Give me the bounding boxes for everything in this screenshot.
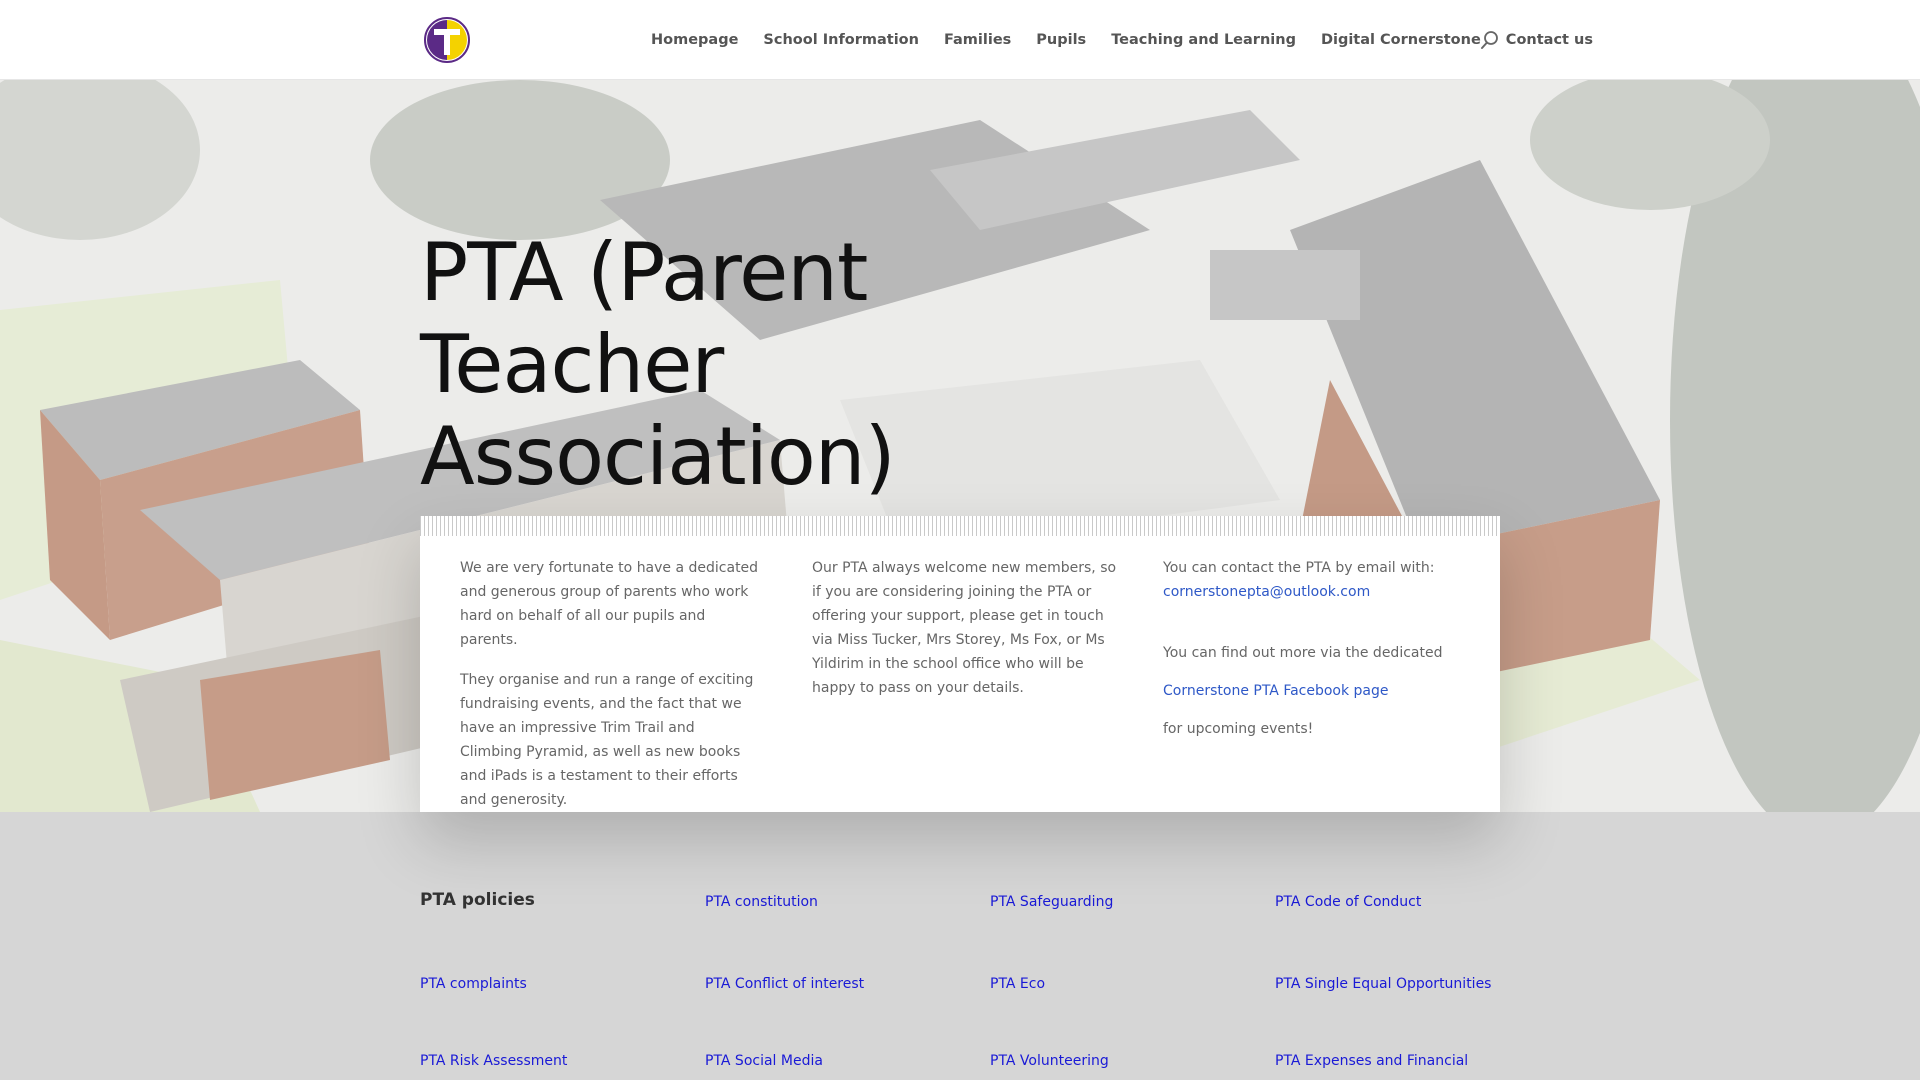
policy-link-code-of-conduct[interactable]: PTA Code of Conduct: [1275, 894, 1422, 910]
info-column-1: [460, 556, 760, 828]
nav-teaching-and-learning[interactable]: Teaching and Learning: [1111, 32, 1296, 48]
policy-link-eco[interactable]: PTA Eco: [990, 976, 1046, 992]
membership-paragraph: Our PTA always welcome new members, so if you are considering joining the PTA or offering your support, please get in touch via Miss Tucker, Mrs Storey, Ms Fox, or Ms Yildirim in the school office who will be happy to pass on your details.: [812, 560, 1117, 696]
fundraising-paragraph: They organise and run a range of exciting fundraising events, and the fact that we have an impressive Trim Trail and Climbing Pyramid, as well as new books and iPads is a testament to their efforts and generosity.: [460, 672, 754, 808]
page-title: [420, 227, 980, 503]
info-column-2: [812, 556, 1117, 716]
nav-school-information[interactable]: School Information: [763, 32, 919, 48]
main-nav: [651, 0, 1593, 80]
policy-link-complaints[interactable]: PTA complaints: [420, 976, 527, 992]
policy-link-risk-assessment[interactable]: PTA Risk Assessment: [420, 1053, 568, 1069]
title-line-1: PTA (Parent: [420, 226, 868, 319]
spacer: [1163, 703, 1463, 717]
title-line-3: Association): [420, 410, 895, 503]
search-icon[interactable]: [1480, 30, 1500, 50]
contact-text: You can contact the PTA by email with:: [1163, 560, 1435, 576]
policy-link-volunteering[interactable]: PTA Volunteering: [990, 1053, 1109, 1069]
policy-link-constitution[interactable]: PTA constitution: [705, 894, 818, 910]
site-header: [0, 0, 1920, 80]
nav-homepage[interactable]: Homepage: [651, 32, 739, 48]
pta-info-card: [420, 516, 1500, 812]
title-line-2: Teacher: [420, 318, 724, 411]
nav-families[interactable]: Families: [943, 32, 1012, 48]
spacer: [1163, 665, 1463, 679]
nav-pupils[interactable]: Pupils: [1036, 32, 1087, 48]
spacer: [1163, 604, 1463, 641]
policy-link-social-media[interactable]: PTA Social Media: [705, 1053, 823, 1069]
nav-digital-cornerstone[interactable]: Digital Cornerstone: [1320, 32, 1481, 48]
pta-policies-section: [0, 812, 1920, 1080]
find-more-text: You can find out more via the dedicated: [1163, 645, 1443, 661]
policy-link-equal-opportunities[interactable]: PTA Single Equal Opportunities: [1275, 976, 1492, 992]
policy-link-safeguarding[interactable]: PTA Safeguarding: [990, 894, 1114, 910]
nav-contact-us[interactable]: Contact us: [1505, 32, 1593, 48]
intro-paragraph: We are very fortunate to have a dedicated and generous group of parents who work hard on behalf of all our pupils and parents.: [460, 560, 759, 648]
upcoming-events-text: for upcoming events!: [1163, 721, 1314, 737]
policies-heading: PTA policies: [420, 890, 535, 910]
school-crest-logo[interactable]: [424, 17, 470, 63]
info-column-3: [1163, 556, 1463, 741]
policy-link-expenses-financial[interactable]: PTA Expenses and Financial: [1275, 1053, 1469, 1069]
facebook-page-link[interactable]: Cornerstone PTA Facebook page: [1163, 683, 1389, 699]
email-link[interactable]: cornerstonepta@outlook.com: [1163, 584, 1371, 600]
policy-link-conflict-of-interest[interactable]: PTA Conflict of interest: [705, 976, 865, 992]
card-stripe-border: [420, 516, 1500, 536]
